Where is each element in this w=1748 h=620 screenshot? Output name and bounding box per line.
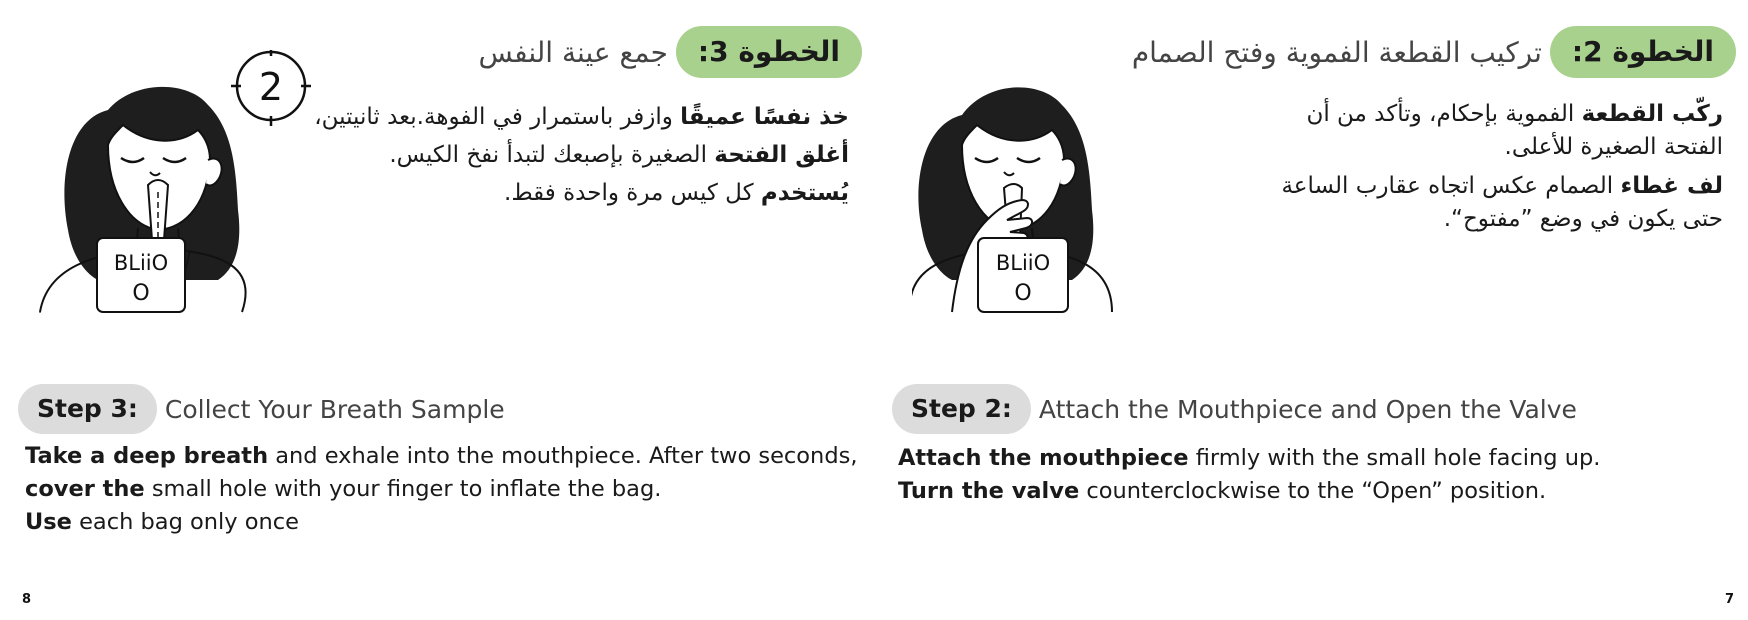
en-step-header xyxy=(18,384,505,434)
en-instructions xyxy=(898,442,1600,508)
en-line: Attach the mouthpiece firmly with the small hole facing up. xyxy=(898,445,1601,471)
ar-line: يُستخدم كل كيس مرة واحدة فقط. xyxy=(504,180,849,206)
en-line: Use each bag only once xyxy=(25,509,299,535)
page-number: 8 xyxy=(22,592,32,607)
device-symbol: O xyxy=(132,281,150,306)
ar-line: حتى يكون في وضع ”مفتوح“. xyxy=(1443,206,1723,232)
ar-line: أغلق الفتحة الصغيرة بإصبعك لتبدأ نفخ الكيس. xyxy=(389,142,849,168)
en-line: Turn the valve counterclockwise to the “Open” position. xyxy=(898,478,1547,504)
page-step-2 xyxy=(874,0,1748,620)
en-instructions xyxy=(25,440,857,539)
ar-line: لف غطاء الصمام عكس اتجاه عقارب الساعة xyxy=(1281,173,1723,199)
woman-blowing-illustration xyxy=(38,50,318,350)
timer-number: 2 xyxy=(258,65,284,109)
en-step-title: Attach the Mouthpiece and Open the Valve xyxy=(1038,394,1577,424)
ar-instructions xyxy=(1281,98,1723,236)
en-line: cover the small hole with your finger to inflate the bag. xyxy=(25,476,662,502)
page-number: 7 xyxy=(1724,592,1734,607)
ar-instructions xyxy=(314,98,849,212)
ar-step-title: جمع عينة النفس xyxy=(478,35,668,69)
ar-step-header xyxy=(1132,26,1736,78)
en-step-header xyxy=(892,384,1577,434)
device-brand: BLiiO xyxy=(995,251,1051,275)
ar-step-header xyxy=(478,26,862,78)
ar-line: خذ نفسًا عميقًا وازفر باستمرار في الفوهة.بعد ثانيتين، xyxy=(314,104,849,130)
ar-step-label: الخطوة 2: xyxy=(1550,26,1736,78)
ar-step-label: الخطوة 3: xyxy=(676,26,862,78)
timer-icon xyxy=(231,50,311,126)
en-step-title: Collect Your Breath Sample xyxy=(164,394,505,424)
ar-line: الفتحة الصغيرة للأعلى. xyxy=(1504,134,1723,160)
ar-line: ركّب القطعة الفموية بإحكام، وتأكد من أن xyxy=(1306,101,1723,127)
en-line: Take a deep breath and exhale into the mouthpiece. After two seconds, xyxy=(25,443,858,469)
ar-step-title: تركيب القطعة الفموية وفتح الصمام xyxy=(1131,35,1542,69)
en-step-label: Step 2: xyxy=(892,384,1031,434)
en-step-label: Step 3: xyxy=(18,384,157,434)
woman-attaching-mouthpiece-illustration xyxy=(912,70,1132,352)
device-brand: BLiiO xyxy=(113,251,169,275)
device-symbol: O xyxy=(1014,281,1032,306)
